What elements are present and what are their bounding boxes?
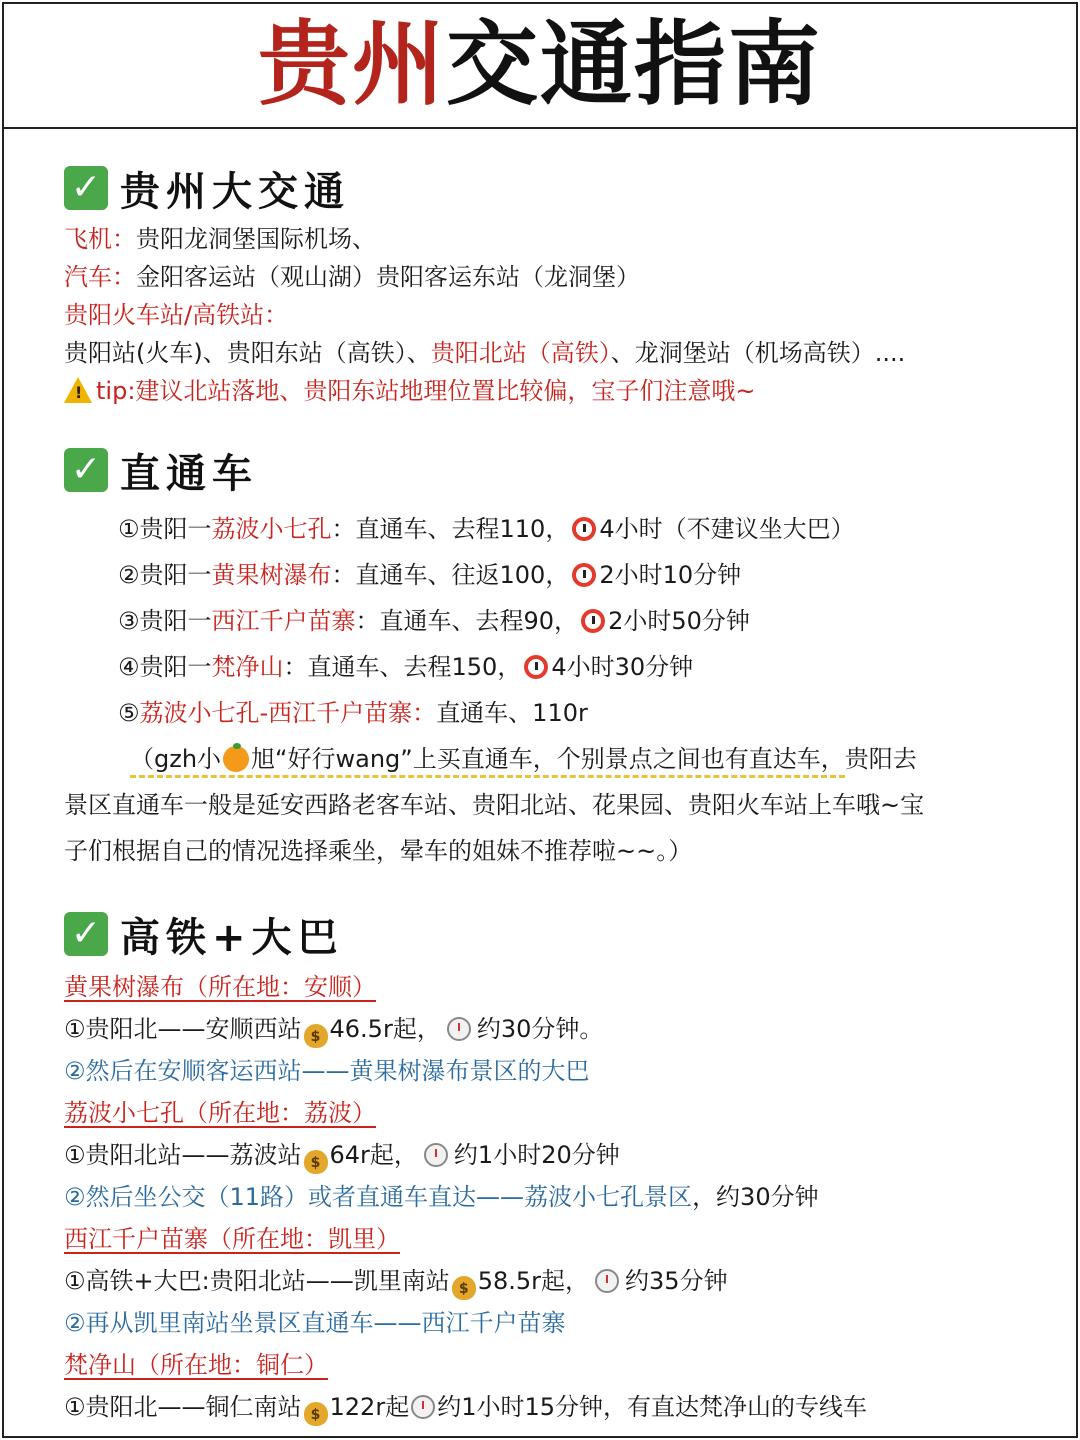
section-heading-direct-bus — [64, 442, 1054, 498]
stopwatch-icon — [424, 1143, 448, 1167]
bus-text: 金阳客运站（观山湖）贵阳客运东站（龙洞堡） — [136, 263, 640, 291]
money-bag-icon: $ — [304, 1150, 328, 1174]
route-time: 2小时10分钟 — [599, 561, 742, 589]
step-time: 约30分钟。 — [476, 1015, 604, 1043]
plane-label: 飞机： — [64, 225, 136, 253]
place-step-2: ②再从凯里南站坐景区直通车——西江千户苗寨 — [64, 1309, 566, 1337]
route-dest: 黄果树瀑布 — [211, 561, 332, 589]
step-time: 约35分钟 — [625, 1267, 728, 1295]
content — [64, 160, 1054, 1428]
orange-icon — [223, 746, 249, 772]
note-highlight — [130, 745, 845, 778]
place-heading: 荔波小七孔（所在地：荔波） — [64, 1099, 376, 1127]
plane-line — [64, 220, 1054, 258]
bus-label: 汽车： — [64, 263, 136, 291]
section-title: 贵州大交通 — [120, 168, 350, 215]
route-detail: ：直通车、去程90， — [355, 607, 579, 635]
step-text: ①贵阳北——铜仁南站 — [64, 1393, 302, 1421]
route-detail: ：直通车、往返100， — [331, 561, 570, 589]
section-title: 高铁+大巴 — [120, 914, 344, 961]
route-item — [118, 506, 1054, 552]
tip-text: tip:建议北站落地、贵阳东站地理位置比较偏，宝子们注意哦~ — [96, 377, 756, 405]
stations-line — [64, 334, 1054, 372]
note-text: （gzh小 — [130, 745, 222, 773]
step-price: 64r起， — [329, 1141, 418, 1169]
route-dest: 西江千户苗寨 — [211, 607, 356, 635]
place-heading: 黄果树瀑布（所在地：安顺） — [64, 973, 376, 1001]
route-dest: 梵净山 — [211, 653, 284, 681]
step-time: 约1小时20分钟 — [453, 1141, 620, 1169]
place-step — [64, 1386, 1054, 1428]
stations-text-a: 贵阳站(火车)、贵阳东站（高铁）、 — [64, 339, 431, 367]
title-bar — [2, 2, 1078, 129]
direct-bus-note — [64, 736, 1054, 874]
plane-text: 贵阳龙洞堡国际机场、 — [136, 225, 376, 253]
tip-line — [64, 372, 1054, 410]
place-step — [64, 1008, 1054, 1050]
route-item — [118, 644, 1054, 690]
check-mark-icon: ✓ — [64, 166, 108, 210]
step-price: 46.5r起， — [329, 1015, 441, 1043]
place-step — [64, 1134, 1054, 1176]
step-price: 58.5r起， — [477, 1267, 590, 1295]
route-time: 4小时30分钟 — [551, 653, 694, 681]
stations-text-b: 、龙洞堡站（机场高铁）.... — [610, 339, 906, 367]
stopwatch-icon — [595, 1269, 619, 1293]
step-text: ①贵阳北站——荔波站 — [64, 1141, 302, 1169]
warning-icon: ! — [64, 377, 92, 403]
route-detail: ：直通车、去程110， — [331, 515, 570, 543]
title-part-black: 交通指南 — [446, 10, 823, 118]
alarm-clock-icon — [581, 609, 605, 633]
route-item — [118, 690, 1054, 736]
section-title: 直通车 — [120, 450, 258, 497]
route-prefix: ①贵阳一 — [118, 515, 212, 543]
route-item — [118, 552, 1054, 598]
stopwatch-icon — [411, 1395, 435, 1419]
step-text: ，约30分钟 — [692, 1183, 819, 1211]
route-dest: 荔波小七孔 — [211, 515, 332, 543]
step-text: ②然后坐公交（11路）或者直通车直达——荔波小七孔景区 — [64, 1183, 693, 1211]
route-prefix: ⑤ — [118, 699, 140, 727]
alarm-clock-icon — [524, 655, 548, 679]
section-heading-transport — [64, 160, 1054, 216]
bus-line — [64, 258, 1054, 296]
note-text: 旭“好行wang”上买直通车，个别景点之间也有直达车， — [251, 745, 845, 773]
place-step — [64, 1260, 1054, 1302]
step-time: 约1小时15分钟，有直达梵净山的专线车 — [437, 1393, 868, 1421]
route-prefix: ②贵阳一 — [118, 561, 212, 589]
check-mark-icon: ✓ — [64, 448, 108, 492]
section-heading-rail-bus — [64, 906, 1054, 962]
step-text: ①贵阳北——安顺西站 — [64, 1015, 302, 1043]
stopwatch-icon — [447, 1017, 471, 1041]
page-title — [257, 10, 823, 118]
alarm-clock-icon — [572, 517, 596, 541]
note-text: 贵阳去 — [844, 745, 917, 773]
stations-text-red: 贵阳北站（高铁） — [430, 339, 611, 367]
place-step-2: ②然后在安顺客运西站——黄果树瀑布景区的大巴 — [64, 1057, 590, 1085]
place-heading: 西江千户苗寨（所在地：凯里） — [64, 1225, 400, 1253]
place-heading: 梵净山（所在地：铜仁） — [64, 1351, 328, 1379]
step-price: 122r起 — [329, 1393, 410, 1421]
note-text: 景区直通车一般是延安西路老客车站、贵阳北站、花果园、贵阳火车站上车哦~宝 — [64, 791, 925, 819]
route-item — [118, 598, 1054, 644]
place-step-2 — [64, 1176, 1054, 1218]
money-bag-icon: $ — [452, 1276, 476, 1300]
title-part-red: 贵州 — [257, 10, 446, 118]
route-prefix: ③贵阳一 — [118, 607, 212, 635]
alarm-clock-icon — [572, 563, 596, 587]
money-bag-icon: $ — [304, 1402, 328, 1426]
route-dest: 荔波小七孔-西江千户苗寨： — [139, 699, 437, 727]
note-text: 子们根据自己的情况选择乘坐，晕车的姐妹不推荐啦~~。） — [64, 837, 693, 865]
money-bag-icon: $ — [304, 1024, 328, 1048]
route-time: 4小时（不建议坐大巴） — [599, 515, 855, 543]
route-detail: 直通车、110r — [436, 699, 588, 727]
route-detail: ：直通车、去程150， — [283, 653, 522, 681]
train-label: 贵阳火车站/高铁站： — [64, 301, 289, 329]
route-prefix: ④贵阳一 — [118, 653, 212, 681]
route-time: 2小时50分钟 — [608, 607, 750, 635]
check-mark-icon: ✓ — [64, 912, 108, 956]
step-text: ①高铁+大巴:贵阳北站——凯里南站 — [64, 1267, 450, 1295]
